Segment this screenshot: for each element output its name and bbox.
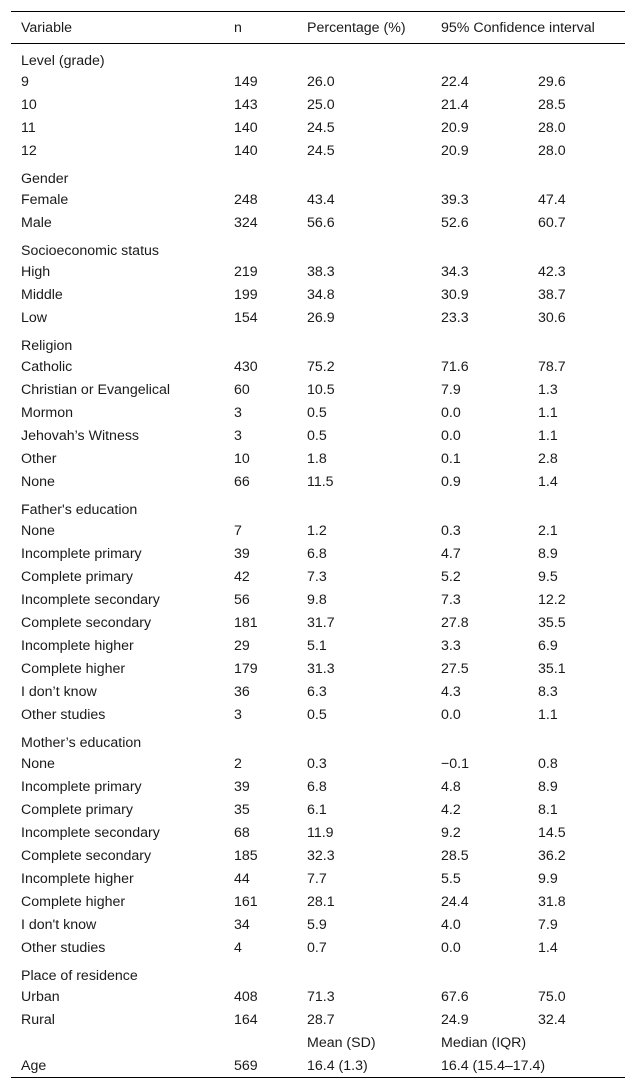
row-percentage: 0.5: [307, 427, 327, 444]
row-percentage: 0.7: [307, 939, 327, 956]
row-percentage: 6.8: [307, 545, 327, 562]
row-ci-lower: 4.2: [441, 801, 461, 818]
row-n: 408: [234, 988, 258, 1005]
row-n: 3: [234, 427, 242, 444]
row-n: 44: [234, 870, 250, 887]
row-ci-upper: 8.9: [538, 778, 558, 795]
row-ci-upper: 30.6: [538, 309, 566, 326]
row-ci-lower: 39.3: [441, 191, 469, 208]
row-label: Incomplete primary: [21, 545, 142, 562]
row-ci-upper: 1.1: [538, 706, 558, 723]
table-row: [11, 985, 625, 1008]
row-percentage: 28.1: [307, 893, 335, 910]
age-median-header: Median (IQR): [441, 1034, 527, 1051]
table-row: [11, 378, 625, 401]
row-n: 39: [234, 778, 250, 795]
row-ci-lower: 21.4: [441, 96, 469, 113]
table-row: [11, 306, 625, 329]
row-ci-lower: 0.9: [441, 473, 461, 490]
row-ci-upper: 2.8: [538, 450, 558, 467]
row-label: Incomplete primary: [21, 778, 142, 795]
row-n: 56: [234, 591, 250, 608]
table-row: [11, 283, 625, 306]
table-row: [11, 565, 625, 588]
row-label: Low: [21, 309, 48, 326]
row-n: 60: [234, 381, 250, 398]
row-label: Incomplete secondary: [21, 591, 160, 608]
row-n: 164: [234, 1011, 258, 1028]
table-row: [11, 211, 625, 234]
row-label: Christian or Evangelical: [21, 381, 171, 398]
section-title: Place of residence: [21, 968, 138, 984]
row-label: Complete primary: [21, 801, 133, 818]
table-row: [11, 936, 625, 959]
row-ci-upper: 2.1: [538, 522, 558, 539]
row-n: 35: [234, 801, 250, 818]
row-percentage: 31.7: [307, 614, 335, 631]
table-row: [11, 611, 625, 634]
header-confidence-interval: 95% Confidence interval: [431, 12, 625, 44]
row-label: Incomplete higher: [21, 637, 134, 654]
row-ci-lower: 4.3: [441, 683, 461, 700]
row-ci-upper: 78.7: [538, 358, 566, 375]
row-ci-lower: 9.2: [441, 824, 461, 841]
row-label: I don’t know: [21, 683, 97, 700]
row-label: Other studies: [21, 706, 106, 723]
row-percentage: 24.5: [307, 142, 335, 159]
row-n: 3: [234, 404, 242, 421]
row-n: 68: [234, 824, 250, 841]
table-row: [11, 634, 625, 657]
row-ci-lower: 7.3: [441, 591, 461, 608]
row-ci-upper: 8.3: [538, 683, 558, 700]
age-median: 16.4 (15.4–17.4): [431, 1054, 625, 1078]
row-label: Incomplete secondary: [21, 824, 160, 841]
section-title: Level (grade): [21, 53, 105, 69]
table-row: [11, 798, 625, 821]
section-header-row: [11, 44, 625, 71]
row-ci-upper: 36.2: [538, 847, 566, 864]
table-row: [11, 470, 625, 493]
row-ci-upper: 8.9: [538, 545, 558, 562]
row-n: 179: [234, 660, 258, 677]
row-n: 143: [234, 96, 258, 113]
table-row: [11, 913, 625, 936]
table-row: [11, 93, 625, 116]
section-title: Religion: [21, 338, 73, 354]
row-n: 219: [234, 263, 258, 280]
row-percentage: 1.2: [307, 522, 327, 539]
row-ci-lower: 52.6: [441, 214, 469, 231]
row-ci-upper: 35.5: [538, 614, 566, 631]
row-ci-upper: 38.7: [538, 286, 566, 303]
row-percentage: 11.9: [307, 824, 334, 841]
row-label: 9: [21, 73, 29, 90]
row-ci-lower: 4.8: [441, 778, 461, 795]
table-row: [11, 401, 625, 424]
row-n: 2: [234, 755, 242, 772]
row-percentage: 26.0: [307, 73, 335, 90]
row-n: 36: [234, 683, 250, 700]
row-label: 11: [21, 119, 36, 136]
row-ci-upper: 32.4: [538, 1011, 566, 1028]
table-row: [11, 447, 625, 470]
row-ci-lower: 5.5: [441, 870, 461, 887]
row-percentage: 26.9: [307, 309, 335, 326]
row-percentage: 5.1: [307, 637, 327, 654]
row-n: 248: [234, 191, 258, 208]
row-ci-lower: 22.4: [441, 73, 469, 90]
age-subheader-row: [11, 1031, 625, 1054]
row-percentage: 9.8: [307, 591, 327, 608]
table-row: [11, 519, 625, 542]
row-percentage: 6.1: [307, 801, 327, 818]
row-label: Other studies: [21, 939, 106, 956]
row-n: 10: [234, 450, 250, 467]
row-ci-upper: 29.6: [538, 73, 566, 90]
table-row: [11, 657, 625, 680]
row-n: 29: [234, 637, 250, 654]
row-n: 39: [234, 545, 250, 562]
table-row: [11, 775, 625, 798]
row-n: 34: [234, 916, 250, 933]
section-title: Father's education: [21, 502, 138, 518]
row-label: Urban: [21, 988, 60, 1005]
row-percentage: 5.9: [307, 916, 327, 933]
row-label: None: [21, 755, 55, 772]
row-ci-lower: 24.9: [441, 1011, 469, 1028]
table-row: [11, 139, 625, 162]
row-label: Complete secondary: [21, 847, 152, 864]
row-percentage: 7.7: [307, 870, 327, 887]
section-title: Gender: [21, 171, 69, 187]
row-ci-upper: 1.1: [538, 404, 558, 421]
row-label: None: [21, 522, 55, 539]
row-label: Jehovah’s Witness: [21, 427, 140, 444]
age-label: Age: [11, 1054, 224, 1078]
row-ci-upper: 75.0: [538, 988, 566, 1005]
row-percentage: 1.8: [307, 450, 327, 467]
age-mean-header: Mean (SD): [307, 1034, 376, 1051]
row-percentage: 10.5: [307, 381, 335, 398]
row-ci-upper: 9.9: [538, 870, 558, 887]
row-ci-lower: 0.0: [441, 427, 461, 444]
empty-cell: [11, 1031, 224, 1054]
row-ci-lower: 24.4: [441, 893, 469, 910]
row-ci-upper: 9.5: [538, 568, 558, 585]
row-n: 140: [234, 142, 258, 159]
row-ci-upper: 35.1: [538, 660, 566, 677]
table-row: [11, 703, 625, 726]
row-ci-lower: 27.8: [441, 614, 469, 631]
section-header-row: [11, 162, 625, 188]
row-label: Male: [21, 214, 52, 231]
row-ci-lower: 28.5: [441, 847, 469, 864]
row-percentage: 24.5: [307, 119, 335, 136]
age-mean: 16.4 (1.3): [297, 1054, 431, 1078]
row-n: 3: [234, 706, 242, 723]
row-ci-lower: 71.6: [441, 358, 469, 375]
row-ci-lower: 27.5: [441, 660, 469, 677]
row-ci-upper: 1.1: [538, 427, 558, 444]
row-ci-lower: 34.3: [441, 263, 469, 280]
row-ci-lower: 4.7: [441, 545, 461, 562]
row-ci-upper: 1.4: [538, 473, 558, 490]
table-row: [11, 70, 625, 93]
row-percentage: 43.4: [307, 191, 335, 208]
row-label: Other: [21, 450, 57, 467]
age-n: 569: [224, 1054, 297, 1078]
row-n: 430: [234, 358, 258, 375]
header-percentage: Percentage (%): [297, 12, 431, 44]
table-row: [11, 260, 625, 283]
row-ci-upper: 28.0: [538, 119, 566, 136]
row-n: 161: [234, 893, 258, 910]
row-ci-upper: 47.4: [538, 191, 566, 208]
row-ci-upper: 28.0: [538, 142, 566, 159]
row-percentage: 28.7: [307, 1011, 335, 1028]
row-n: 199: [234, 286, 258, 303]
row-ci-upper: 0.8: [538, 755, 558, 772]
row-ci-upper: 31.8: [538, 893, 566, 910]
row-ci-upper: 6.9: [538, 637, 558, 654]
section-header-row: [11, 493, 625, 519]
row-percentage: 0.5: [307, 706, 327, 723]
table-body: [11, 44, 625, 1078]
section-header-row: [11, 329, 625, 355]
row-ci-lower: 20.9: [441, 142, 469, 159]
row-label: Complete higher: [21, 660, 126, 677]
row-percentage: 32.3: [307, 847, 335, 864]
table-header-row: [11, 12, 625, 44]
row-ci-lower: 0.0: [441, 939, 461, 956]
table-row: [11, 542, 625, 565]
section-title: Mother’s education: [21, 735, 142, 751]
row-label: Complete secondary: [21, 614, 152, 631]
row-n: 149: [234, 73, 258, 90]
table-row: [11, 188, 625, 211]
row-ci-lower: 0.0: [441, 404, 461, 421]
row-ci-upper: 14.5: [538, 824, 566, 841]
row-n: 140: [234, 119, 258, 136]
row-percentage: 6.3: [307, 683, 327, 700]
table-row: [11, 116, 625, 139]
row-n: 181: [234, 614, 258, 631]
row-n: 7: [234, 522, 242, 539]
row-ci-lower: 0.0: [441, 706, 461, 723]
row-ci-upper: 60.7: [538, 214, 566, 231]
row-n: 185: [234, 847, 258, 864]
row-label: Incomplete higher: [21, 870, 134, 887]
row-ci-upper: 8.1: [538, 801, 558, 818]
row-label: 10: [21, 96, 37, 113]
row-percentage: 0.5: [307, 404, 327, 421]
row-label: Complete higher: [21, 893, 126, 910]
row-ci-upper: 42.3: [538, 263, 566, 280]
row-ci-upper: 28.5: [538, 96, 566, 113]
row-label: Mormon: [21, 404, 74, 421]
table-row: [11, 890, 625, 913]
table-row: [11, 355, 625, 378]
row-label: 12: [21, 142, 37, 159]
row-label: Female: [21, 191, 69, 208]
row-percentage: 71.3: [307, 988, 335, 1005]
row-ci-lower: 67.6: [441, 988, 469, 1005]
row-label: Middle: [21, 286, 63, 303]
table-row: [11, 1008, 625, 1031]
table-row: [11, 424, 625, 447]
row-ci-upper: 1.4: [538, 939, 558, 956]
row-label: Rural: [21, 1011, 55, 1028]
row-percentage: 31.3: [307, 660, 335, 677]
age-row: [11, 1054, 625, 1078]
header-variable: Variable: [11, 12, 224, 44]
demographics-table-container: [11, 11, 625, 1078]
header-n: n: [224, 12, 297, 44]
table-row: [11, 588, 625, 611]
row-ci-lower: 5.2: [441, 568, 461, 585]
row-ci-lower: 20.9: [441, 119, 469, 136]
row-percentage: 25.0: [307, 96, 335, 113]
row-percentage: 0.3: [307, 755, 327, 772]
table-row: [11, 844, 625, 867]
section-header-row: [11, 959, 625, 985]
row-label: None: [21, 473, 55, 490]
row-percentage: 11.5: [307, 473, 334, 490]
table-row: [11, 680, 625, 703]
row-n: 324: [234, 214, 258, 231]
section-header-row: [11, 726, 625, 752]
empty-cell: [224, 1031, 297, 1054]
row-label: I don't know: [21, 916, 97, 933]
row-percentage: 56.6: [307, 214, 335, 231]
row-ci-upper: 7.9: [538, 916, 558, 933]
demographics-table: [11, 11, 625, 1078]
row-ci-lower: 30.9: [441, 286, 469, 303]
row-n: 66: [234, 473, 250, 490]
row-percentage: 75.2: [307, 358, 335, 375]
row-percentage: 6.8: [307, 778, 327, 795]
row-ci-lower: −0.1: [441, 755, 470, 772]
row-ci-upper: 1.3: [538, 381, 558, 398]
row-label: Complete primary: [21, 568, 133, 585]
row-ci-lower: 7.9: [441, 381, 461, 398]
row-ci-lower: 3.3: [441, 637, 461, 654]
section-header-row: [11, 234, 625, 260]
row-ci-upper: 12.2: [538, 591, 566, 608]
table-row: [11, 867, 625, 890]
row-percentage: 34.8: [307, 286, 335, 303]
row-percentage: 38.3: [307, 263, 335, 280]
row-label: Catholic: [21, 358, 73, 375]
table-row: [11, 821, 625, 844]
row-n: 154: [234, 309, 258, 326]
row-ci-lower: 23.3: [441, 309, 469, 326]
row-ci-lower: 0.1: [441, 450, 461, 467]
table-row: [11, 752, 625, 775]
section-title: Socioeconomic status: [21, 243, 160, 259]
row-ci-lower: 0.3: [441, 522, 461, 539]
row-percentage: 7.3: [307, 568, 327, 585]
row-n: 42: [234, 568, 250, 585]
row-n: 4: [234, 939, 242, 956]
row-label: High: [21, 263, 51, 280]
row-ci-lower: 4.0: [441, 916, 461, 933]
